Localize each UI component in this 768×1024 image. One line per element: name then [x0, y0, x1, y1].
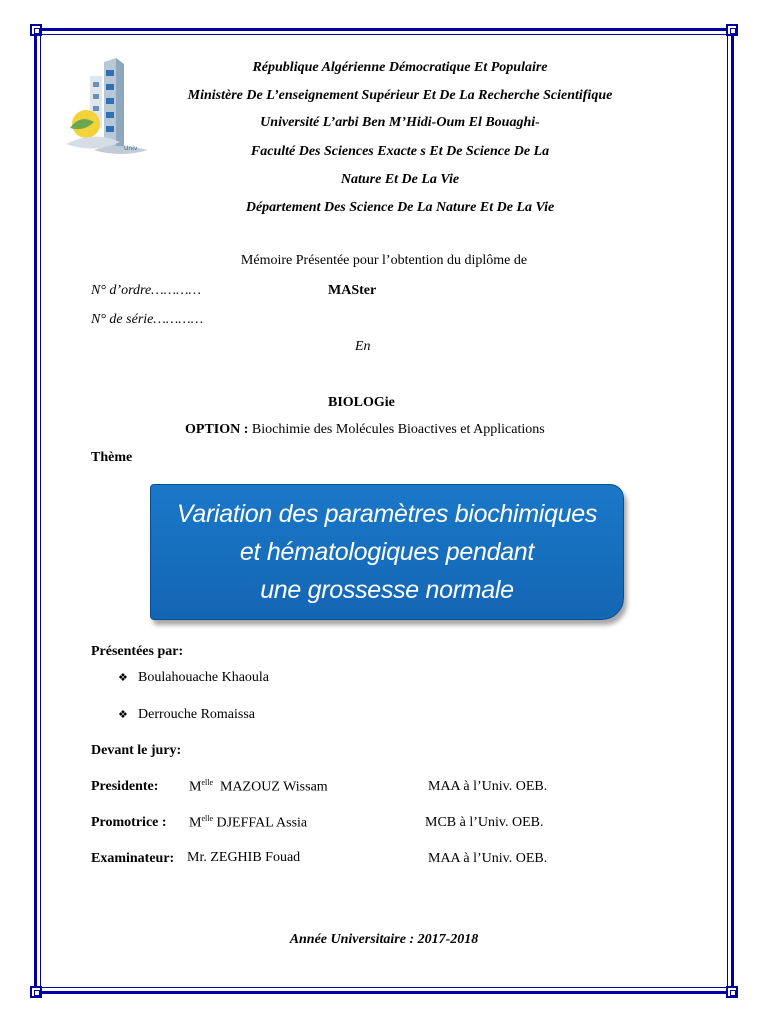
header-faculty-cont: Nature Et De La Vie	[340, 172, 460, 187]
option-value: Biochimie des Molécules Bioactives et Applications	[251, 422, 545, 437]
header-republic: République Algérienne Démocratique Et Populaire	[252, 60, 548, 75]
thesis-title	[177, 495, 597, 609]
corner-ornament-icon	[30, 986, 42, 998]
presented-by-label: Présentées par:	[91, 644, 184, 659]
jury-member-grade: MCB à l’Univ. OEB.	[425, 815, 544, 830]
header-department: Département Des Science De La Nature Et De La Vie	[245, 200, 555, 215]
jury-member-name: $M^{elle}$ DJEFFAL Assia	[189, 814, 308, 831]
memoire-statement: Mémoire Présentée pour l’obtention du diplôme de	[240, 253, 528, 268]
jury-role: Promotrice :	[91, 815, 167, 830]
option-label: OPTION :	[185, 422, 249, 437]
jury-label: Devant le jury:	[91, 743, 182, 758]
jury-role: Examinateur:	[91, 851, 175, 866]
thesis-title-line-1: Variation des paramètres biochimiques	[176, 500, 598, 528]
svg-text:Univ: Univ	[124, 145, 138, 152]
option-line	[185, 422, 545, 438]
theme-label: Thème	[91, 450, 133, 465]
en-label: En	[355, 339, 371, 354]
academic-year: Année Universitaire : 2017-2018	[289, 932, 479, 947]
header-university: Université L’arbi Ben M’Hidi-Oum El Bouaghi-	[260, 115, 540, 130]
header-faculty: Faculté Des Sciences Exacte s Et De Science De La	[250, 144, 550, 159]
diamond-bullet-icon: ❖	[118, 672, 128, 684]
thesis-title-box	[150, 484, 624, 620]
corner-ornament-icon	[726, 986, 738, 998]
serie-number: N° de série…………	[91, 312, 204, 327]
jury-member-grade: MAA à l’Univ. OEB.	[428, 851, 548, 866]
jury-member-name: Mr. ZEGHIB Fouad	[187, 850, 301, 865]
jury-member-grade: MAA à l’Univ. OEB.	[428, 779, 548, 794]
university-logo-icon	[64, 58, 150, 162]
corner-ornament-icon	[726, 24, 738, 36]
diamond-bullet-icon: ❖	[118, 709, 128, 721]
corner-ornament-icon	[30, 24, 42, 36]
ordre-number: N° d’ordre…………	[91, 283, 201, 298]
student-name: Derrouche Romaissa	[138, 707, 256, 722]
student-name: Boulahouache Khaoula	[138, 670, 270, 685]
student-item	[118, 707, 255, 723]
thesis-title-line-2: et hématologiques pendant	[239, 538, 535, 566]
jury-role: Presidente:	[91, 779, 159, 794]
jury-member-name: $M^{elle}$ MAZOUZ Wissam	[189, 778, 328, 795]
thesis-title-line-3: une grossesse normale	[260, 576, 514, 604]
diploma-name: MASter	[328, 283, 377, 298]
header-ministry: Ministère De L’enseignement Supérieur Et De La Recherche Scientifique	[187, 88, 613, 103]
student-item	[118, 670, 269, 686]
field-name: BIOLOGie	[328, 395, 395, 410]
